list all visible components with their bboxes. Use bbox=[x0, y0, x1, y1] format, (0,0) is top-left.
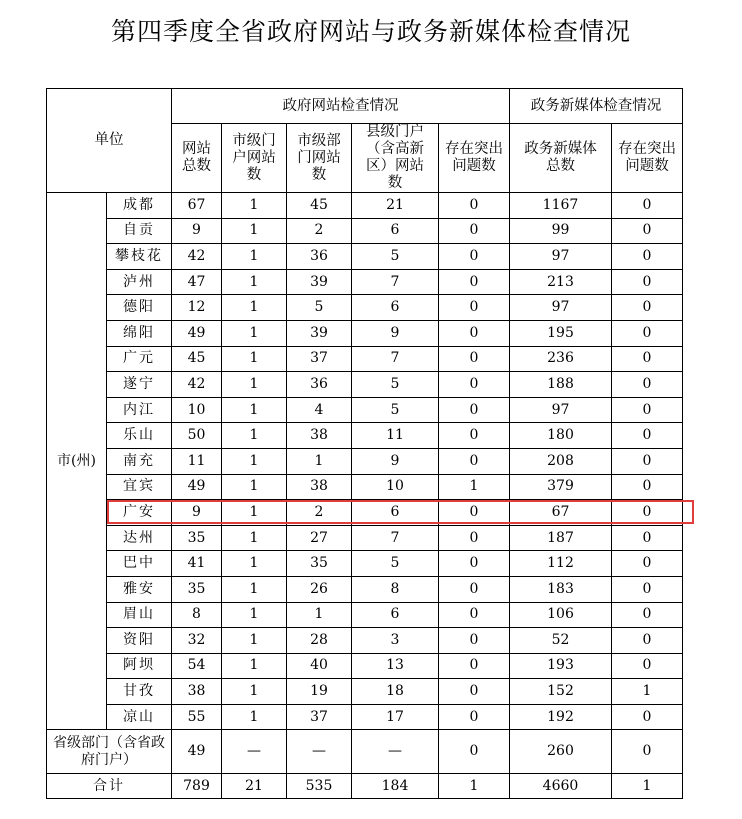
cell-city-dept: 535 bbox=[287, 774, 352, 799]
table-row bbox=[47, 448, 683, 474]
cell-media-issues: 0 bbox=[612, 474, 683, 500]
cell-site-issues: 0 bbox=[439, 602, 510, 628]
table-row bbox=[47, 423, 683, 449]
cell-total-sites: 50 bbox=[172, 423, 222, 449]
table-row bbox=[47, 500, 683, 526]
total-row bbox=[47, 774, 683, 799]
cell-site-issues: 0 bbox=[439, 679, 510, 705]
cell-county-portal: 21 bbox=[352, 193, 439, 219]
table-row bbox=[47, 372, 683, 398]
cell-site-issues: 0 bbox=[439, 525, 510, 551]
cell-city-portal: 1 bbox=[222, 244, 287, 270]
cell-total-sites: 47 bbox=[172, 269, 222, 295]
header-total-sites: 网站总数 bbox=[172, 124, 222, 193]
header-city-portal: 市级门户网站数 bbox=[222, 124, 287, 193]
cell-city-portal: 1 bbox=[222, 628, 287, 654]
cell-media-total: 193 bbox=[510, 653, 612, 679]
cell-site-issues: 1 bbox=[439, 474, 510, 500]
cell-site-issues: 0 bbox=[439, 193, 510, 219]
table-row bbox=[47, 628, 683, 654]
header-unit: 单位 bbox=[47, 89, 172, 193]
cell-media-total: 379 bbox=[510, 474, 612, 500]
table-row bbox=[47, 193, 683, 219]
city-name: 甘孜 bbox=[107, 679, 172, 705]
cell-city-portal: 1 bbox=[222, 423, 287, 449]
cell-media-total: 192 bbox=[510, 704, 612, 730]
cell-media-total: 97 bbox=[510, 397, 612, 423]
cell-city-dept: 5 bbox=[287, 295, 352, 321]
cell-city-dept: 45 bbox=[287, 193, 352, 219]
cell-city-dept: 26 bbox=[287, 576, 352, 602]
cell-media-issues: 0 bbox=[612, 423, 683, 449]
cell-total-sites: 54 bbox=[172, 653, 222, 679]
cell-city-dept: 19 bbox=[287, 679, 352, 705]
inspection-table bbox=[46, 88, 683, 799]
cell-media-issues: 1 bbox=[612, 774, 683, 799]
city-name: 雅安 bbox=[107, 576, 172, 602]
cell-total-sites: 35 bbox=[172, 576, 222, 602]
city-name: 成都 bbox=[107, 193, 172, 219]
cell-city-dept: 37 bbox=[287, 346, 352, 372]
cell-city-dept: 40 bbox=[287, 653, 352, 679]
cell-media-total: 67 bbox=[510, 500, 612, 526]
city-name: 乐山 bbox=[107, 423, 172, 449]
table-row bbox=[47, 602, 683, 628]
cell-county-portal: 5 bbox=[352, 372, 439, 398]
cell-media-total: 4660 bbox=[510, 774, 612, 799]
cell-media-total: 97 bbox=[510, 295, 612, 321]
cell-city-portal: 1 bbox=[222, 397, 287, 423]
city-name: 阿坝 bbox=[107, 653, 172, 679]
cell-site-issues: 0 bbox=[439, 372, 510, 398]
header-media-total: 政务新媒体总数 bbox=[510, 124, 612, 193]
city-name: 宜宾 bbox=[107, 474, 172, 500]
table-row bbox=[47, 704, 683, 730]
city-name: 遂宁 bbox=[107, 372, 172, 398]
cell-total-sites: 12 bbox=[172, 295, 222, 321]
cell-site-issues: 0 bbox=[439, 576, 510, 602]
cell-city-portal: 1 bbox=[222, 679, 287, 705]
cell-site-issues: 0 bbox=[439, 704, 510, 730]
cell-county-portal: 10 bbox=[352, 474, 439, 500]
cell-site-issues: 0 bbox=[439, 551, 510, 577]
city-name: 南充 bbox=[107, 448, 172, 474]
cell-county-portal: 5 bbox=[352, 244, 439, 270]
cell-city-portal: 1 bbox=[222, 576, 287, 602]
cell-media-issues: 0 bbox=[612, 653, 683, 679]
cell-total-sites: 49 bbox=[172, 730, 222, 774]
cell-city-portal: 1 bbox=[222, 602, 287, 628]
city-name: 广元 bbox=[107, 346, 172, 372]
cell-media-issues: 0 bbox=[612, 576, 683, 602]
cell-media-issues: 1 bbox=[612, 679, 683, 705]
cell-media-issues: 0 bbox=[612, 397, 683, 423]
cell-city-portal: 1 bbox=[222, 295, 287, 321]
cell-media-total: 188 bbox=[510, 372, 612, 398]
cell-site-issues: 0 bbox=[439, 218, 510, 244]
cell-media-issues: 0 bbox=[612, 372, 683, 398]
city-name: 达州 bbox=[107, 525, 172, 551]
cell-media-issues: 0 bbox=[612, 320, 683, 346]
cell-media-issues: 0 bbox=[612, 525, 683, 551]
cell-site-issues: 0 bbox=[439, 730, 510, 774]
cell-media-issues: 0 bbox=[612, 551, 683, 577]
cell-site-issues: 0 bbox=[439, 295, 510, 321]
cell-total-sites: 8 bbox=[172, 602, 222, 628]
cell-county-portal: 13 bbox=[352, 653, 439, 679]
cell-city-dept: 38 bbox=[287, 474, 352, 500]
cell-total-sites: 45 bbox=[172, 346, 222, 372]
cell-media-issues: 0 bbox=[612, 730, 683, 774]
cell-county-portal: 5 bbox=[352, 551, 439, 577]
cell-site-issues: 0 bbox=[439, 346, 510, 372]
cell-media-total: 99 bbox=[510, 218, 612, 244]
city-name: 凉山 bbox=[107, 704, 172, 730]
cell-city-dept: — bbox=[287, 730, 352, 774]
cell-county-portal: 18 bbox=[352, 679, 439, 705]
cell-city-portal: 1 bbox=[222, 653, 287, 679]
cell-media-issues: 0 bbox=[612, 704, 683, 730]
provincial-name: 省级部门（含省政府门户） bbox=[47, 730, 172, 774]
cell-city-portal: 1 bbox=[222, 346, 287, 372]
cell-media-total: 180 bbox=[510, 423, 612, 449]
cell-total-sites: 9 bbox=[172, 218, 222, 244]
cell-media-issues: 0 bbox=[612, 602, 683, 628]
table-row bbox=[47, 218, 683, 244]
cell-site-issues: 1 bbox=[439, 774, 510, 799]
cell-media-total: 1167 bbox=[510, 193, 612, 219]
city-name: 资阳 bbox=[107, 628, 172, 654]
cell-county-portal: 6 bbox=[352, 602, 439, 628]
table-row bbox=[47, 320, 683, 346]
cell-total-sites: 32 bbox=[172, 628, 222, 654]
cell-media-issues: 0 bbox=[612, 244, 683, 270]
cell-city-portal: 1 bbox=[222, 551, 287, 577]
cell-media-total: 97 bbox=[510, 244, 612, 270]
cell-total-sites: 41 bbox=[172, 551, 222, 577]
cell-city-portal: 1 bbox=[222, 269, 287, 295]
city-name: 绵阳 bbox=[107, 320, 172, 346]
cell-city-dept: 2 bbox=[287, 218, 352, 244]
cell-site-issues: 0 bbox=[439, 397, 510, 423]
cell-media-total: 208 bbox=[510, 448, 612, 474]
city-name: 泸州 bbox=[107, 269, 172, 295]
cell-county-portal: 5 bbox=[352, 397, 439, 423]
cell-total-sites: 11 bbox=[172, 448, 222, 474]
cell-city-dept: 39 bbox=[287, 320, 352, 346]
cell-total-sites: 49 bbox=[172, 474, 222, 500]
cell-site-issues: 0 bbox=[439, 269, 510, 295]
cell-city-portal: 1 bbox=[222, 704, 287, 730]
cell-city-portal: 1 bbox=[222, 448, 287, 474]
cell-media-total: 213 bbox=[510, 269, 612, 295]
table-row bbox=[47, 551, 683, 577]
header-website-group: 政府网站检查情况 bbox=[172, 89, 510, 124]
cell-total-sites: 55 bbox=[172, 704, 222, 730]
cell-media-total: 183 bbox=[510, 576, 612, 602]
cell-media-issues: 0 bbox=[612, 218, 683, 244]
cell-city-dept: 4 bbox=[287, 397, 352, 423]
cell-county-portal: 6 bbox=[352, 500, 439, 526]
table-row bbox=[47, 346, 683, 372]
cell-site-issues: 0 bbox=[439, 244, 510, 270]
cell-city-portal: 1 bbox=[222, 525, 287, 551]
cell-media-total: 187 bbox=[510, 525, 612, 551]
cell-media-total: 152 bbox=[510, 679, 612, 705]
cell-city-dept: 2 bbox=[287, 500, 352, 526]
cell-total-sites: 9 bbox=[172, 500, 222, 526]
cell-city-dept: 36 bbox=[287, 372, 352, 398]
cell-county-portal: 6 bbox=[352, 218, 439, 244]
city-name: 自贡 bbox=[107, 218, 172, 244]
header-city-dept: 市级部门网站数 bbox=[287, 124, 352, 193]
cell-county-portal: 9 bbox=[352, 320, 439, 346]
table-row bbox=[47, 295, 683, 321]
cell-city-dept: 1 bbox=[287, 448, 352, 474]
cell-total-sites: 35 bbox=[172, 525, 222, 551]
cell-site-issues: 0 bbox=[439, 448, 510, 474]
cell-media-issues: 0 bbox=[612, 448, 683, 474]
cell-county-portal: 3 bbox=[352, 628, 439, 654]
cell-county-portal: 8 bbox=[352, 576, 439, 602]
cell-county-portal: — bbox=[352, 730, 439, 774]
cell-total-sites: 789 bbox=[172, 774, 222, 799]
table-row bbox=[47, 679, 683, 705]
city-name: 内江 bbox=[107, 397, 172, 423]
table-row bbox=[47, 474, 683, 500]
cell-county-portal: 7 bbox=[352, 269, 439, 295]
table-row bbox=[47, 244, 683, 270]
cell-city-portal: 1 bbox=[222, 218, 287, 244]
cell-media-total: 236 bbox=[510, 346, 612, 372]
cell-county-portal: 184 bbox=[352, 774, 439, 799]
table-row bbox=[47, 653, 683, 679]
cell-county-portal: 11 bbox=[352, 423, 439, 449]
cell-city-portal: 1 bbox=[222, 474, 287, 500]
cell-site-issues: 0 bbox=[439, 500, 510, 526]
provincial-row bbox=[47, 730, 683, 774]
cell-city-dept: 27 bbox=[287, 525, 352, 551]
cell-site-issues: 0 bbox=[439, 628, 510, 654]
header-media-group: 政务新媒体检查情况 bbox=[510, 89, 683, 124]
cell-media-total: 106 bbox=[510, 602, 612, 628]
cell-city-portal: 1 bbox=[222, 372, 287, 398]
cell-city-dept: 36 bbox=[287, 244, 352, 270]
table-row bbox=[47, 269, 683, 295]
table-row bbox=[47, 397, 683, 423]
cell-city-portal: 21 bbox=[222, 774, 287, 799]
cell-media-total: 112 bbox=[510, 551, 612, 577]
total-label: 合计 bbox=[47, 774, 172, 799]
cell-city-dept: 38 bbox=[287, 423, 352, 449]
cell-site-issues: 0 bbox=[439, 423, 510, 449]
cell-media-total: 195 bbox=[510, 320, 612, 346]
cell-city-dept: 35 bbox=[287, 551, 352, 577]
cell-media-issues: 0 bbox=[612, 193, 683, 219]
cell-county-portal: 9 bbox=[352, 448, 439, 474]
cell-media-issues: 0 bbox=[612, 500, 683, 526]
header-site-issues: 存在突出问题数 bbox=[439, 124, 510, 193]
cell-county-portal: 7 bbox=[352, 525, 439, 551]
cell-media-total: 260 bbox=[510, 730, 612, 774]
cell-site-issues: 0 bbox=[439, 320, 510, 346]
cell-media-issues: 0 bbox=[612, 346, 683, 372]
page-title: 第四季度全省政府网站与政务新媒体检查情况 bbox=[110, 17, 631, 46]
cell-total-sites: 42 bbox=[172, 372, 222, 398]
cell-total-sites: 49 bbox=[172, 320, 222, 346]
cell-media-issues: 0 bbox=[612, 628, 683, 654]
city-name: 广安 bbox=[107, 500, 172, 526]
cell-city-dept: 39 bbox=[287, 269, 352, 295]
cell-city-portal: 1 bbox=[222, 500, 287, 526]
cell-city-portal: 1 bbox=[222, 320, 287, 346]
city-name: 眉山 bbox=[107, 602, 172, 628]
cell-city-dept: 1 bbox=[287, 602, 352, 628]
cell-city-dept: 37 bbox=[287, 704, 352, 730]
region-label: 市(州) bbox=[47, 193, 107, 730]
cell-total-sites: 42 bbox=[172, 244, 222, 270]
cell-media-total: 52 bbox=[510, 628, 612, 654]
table-row bbox=[47, 525, 683, 551]
cell-county-portal: 17 bbox=[352, 704, 439, 730]
header-county-portal: 县级门户（含高新区）网站数 bbox=[352, 124, 439, 193]
cell-media-issues: 0 bbox=[612, 269, 683, 295]
cell-total-sites: 10 bbox=[172, 397, 222, 423]
city-name: 巴中 bbox=[107, 551, 172, 577]
cell-total-sites: 38 bbox=[172, 679, 222, 705]
cell-site-issues: 0 bbox=[439, 653, 510, 679]
table-row bbox=[47, 576, 683, 602]
city-name: 德阳 bbox=[107, 295, 172, 321]
city-name: 攀枝花 bbox=[107, 244, 172, 270]
cell-city-portal: — bbox=[222, 730, 287, 774]
header-media-issues: 存在突出问题数 bbox=[612, 124, 683, 193]
cell-county-portal: 7 bbox=[352, 346, 439, 372]
cell-media-issues: 0 bbox=[612, 295, 683, 321]
cell-county-portal: 6 bbox=[352, 295, 439, 321]
cell-city-portal: 1 bbox=[222, 193, 287, 219]
cell-city-dept: 28 bbox=[287, 628, 352, 654]
cell-total-sites: 67 bbox=[172, 193, 222, 219]
